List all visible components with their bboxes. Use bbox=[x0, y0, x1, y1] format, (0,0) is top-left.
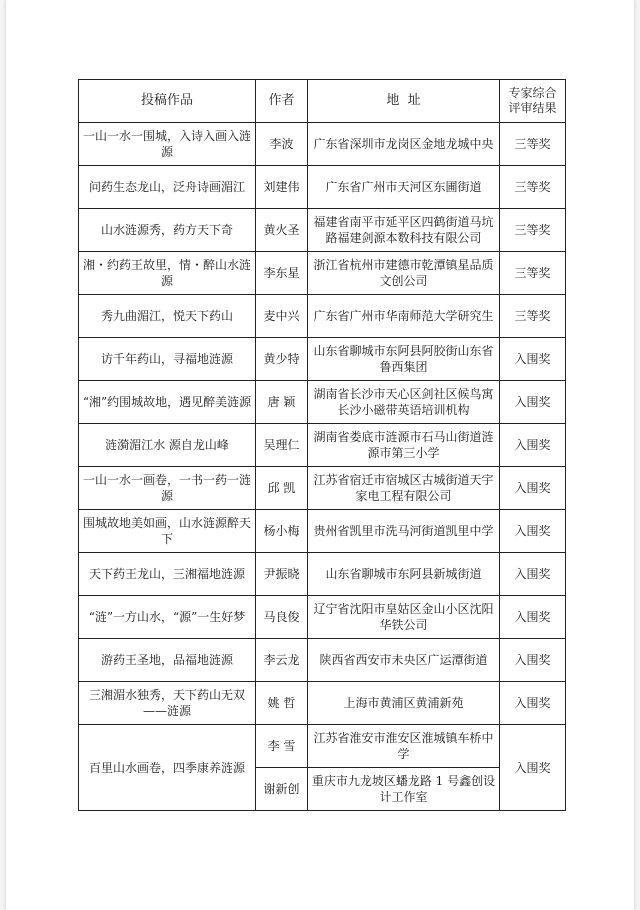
table-row bbox=[79, 209, 566, 252]
cell-address: 湖南省长沙市天心区剑社区候鸟寓长沙小磁带英语培训机构 bbox=[308, 381, 500, 424]
cell-address: 福建省南平市延平区四鹤街道马坑路福建剑源本数科技有限公司 bbox=[308, 209, 500, 252]
cell-author: 唐 颖 bbox=[256, 381, 308, 424]
cell-result: 入围奖 bbox=[500, 553, 566, 596]
cell-result: 入围奖 bbox=[500, 467, 566, 510]
cell-author: 刘建伟 bbox=[256, 166, 308, 209]
table-row bbox=[79, 123, 566, 166]
table-row bbox=[79, 295, 566, 338]
cell-address: 广东省广州市华南师范大学研究生 bbox=[308, 295, 500, 338]
cell-address: 江苏省宿迁市宿城区古城街道天宇家电工程有限公司 bbox=[308, 467, 500, 510]
cell-result: 入围奖 bbox=[500, 381, 566, 424]
cell-address: 贵州省凯里市洗马河街道凯里中学 bbox=[308, 510, 500, 553]
cell-result: 三等奖 bbox=[500, 123, 566, 166]
cell-author: 李 雪 bbox=[256, 725, 308, 768]
cell-work: 问药生态龙山，泛舟诗画湄江 bbox=[79, 166, 256, 209]
cell-address: 山东省聊城市东阿县阿胶街山东省鲁西集团 bbox=[308, 338, 500, 381]
table-row bbox=[79, 553, 566, 596]
header-author: 作者 bbox=[256, 80, 308, 123]
cell-address: 重庆市九龙坡区蟠龙路 1 号鑫创设计工作室 bbox=[308, 768, 500, 811]
cell-work: “涟”一方山水，“源”一生好梦 bbox=[79, 596, 256, 639]
header-result: 专家综合评审结果 bbox=[500, 80, 566, 123]
table-row bbox=[79, 596, 566, 639]
table-row bbox=[79, 338, 566, 381]
cell-result: 入围奖 bbox=[500, 596, 566, 639]
cell-work: 一山一水一围城，入诗入画入涟源 bbox=[79, 123, 256, 166]
cell-result: 三等奖 bbox=[500, 166, 566, 209]
table-row bbox=[79, 166, 566, 209]
cell-work: 游药王圣地，品福地涟源 bbox=[79, 639, 256, 682]
document-page bbox=[6, 0, 634, 910]
table-row bbox=[79, 424, 566, 467]
cell-work: 围城故地美如画，山水涟源醉天下 bbox=[79, 510, 256, 553]
cell-result: 三等奖 bbox=[500, 209, 566, 252]
cell-result: 入围奖 bbox=[500, 424, 566, 467]
cell-work: 山水涟源秀，药方天下奇 bbox=[79, 209, 256, 252]
cell-address: 山东省聊城市东阿县新城街道 bbox=[308, 553, 500, 596]
cell-work: 百里山水画卷，四季康养涟源 bbox=[79, 725, 256, 811]
cell-work: 三湘湄水独秀，天下药山无双——涟源 bbox=[79, 682, 256, 725]
cell-work: 湘・约药王故里，情・醉山水涟源 bbox=[79, 252, 256, 295]
table-row bbox=[79, 252, 566, 295]
cell-author: 麦中兴 bbox=[256, 295, 308, 338]
cell-address: 辽宁省沈阳市皇姑区金山小区沈阳华铁公司 bbox=[308, 596, 500, 639]
cell-author: 黄火圣 bbox=[256, 209, 308, 252]
cell-result: 入围奖 bbox=[500, 682, 566, 725]
cell-address: 上海市黄浦区黄浦新苑 bbox=[308, 682, 500, 725]
cell-result: 三等奖 bbox=[500, 295, 566, 338]
table-row bbox=[79, 682, 566, 725]
cell-work: 涟漪湄江水 源自龙山峰 bbox=[79, 424, 256, 467]
cell-work: 一山一水一画卷，一书一药一涟源 bbox=[79, 467, 256, 510]
cell-result: 入围奖 bbox=[500, 338, 566, 381]
table-row bbox=[79, 639, 566, 682]
cell-result: 入围奖 bbox=[500, 639, 566, 682]
header-address: 地 址 bbox=[308, 80, 500, 123]
header-row bbox=[79, 80, 566, 123]
cell-address: 浙江省杭州市建德市乾潭镇星品质文创公司 bbox=[308, 252, 500, 295]
cell-author: 谢新创 bbox=[256, 768, 308, 811]
cell-work: “湘”约围城故地，遇见醉美涟源 bbox=[79, 381, 256, 424]
cell-author: 马良俊 bbox=[256, 596, 308, 639]
cell-author: 李云龙 bbox=[256, 639, 308, 682]
cell-author: 黄少特 bbox=[256, 338, 308, 381]
table-row bbox=[79, 381, 566, 424]
cell-address: 广东省广州市天河区东圃街道 bbox=[308, 166, 500, 209]
awards-table bbox=[78, 79, 566, 811]
cell-author: 吴理仁 bbox=[256, 424, 308, 467]
cell-author: 李东星 bbox=[256, 252, 308, 295]
cell-result: 入围奖 bbox=[500, 510, 566, 553]
cell-result: 三等奖 bbox=[500, 252, 566, 295]
cell-author: 姚 哲 bbox=[256, 682, 308, 725]
cell-address: 广东省深圳市龙岗区金地龙城中央 bbox=[308, 123, 500, 166]
cell-address: 陕西省西安市未央区广运潭街道 bbox=[308, 639, 500, 682]
cell-author: 邱 凯 bbox=[256, 467, 308, 510]
cell-work: 秀九曲湄江，悦天下药山 bbox=[79, 295, 256, 338]
cell-address: 江苏省淮安市淮安区淮城镇车桥中学 bbox=[308, 725, 500, 768]
cell-author: 杨小梅 bbox=[256, 510, 308, 553]
header-work: 投稿作品 bbox=[79, 80, 256, 123]
cell-work: 天下药王龙山，三湘福地涟源 bbox=[79, 553, 256, 596]
cell-address: 湖南省娄底市涟源市石马山街道涟源市第三小学 bbox=[308, 424, 500, 467]
cell-result: 入围奖 bbox=[500, 725, 566, 811]
cell-author: 尹振晓 bbox=[256, 553, 308, 596]
table-row bbox=[79, 467, 566, 510]
table-row bbox=[79, 510, 566, 553]
cell-work: 访千年药山，寻福地涟源 bbox=[79, 338, 256, 381]
table-row-last bbox=[79, 725, 566, 768]
cell-author: 李波 bbox=[256, 123, 308, 166]
